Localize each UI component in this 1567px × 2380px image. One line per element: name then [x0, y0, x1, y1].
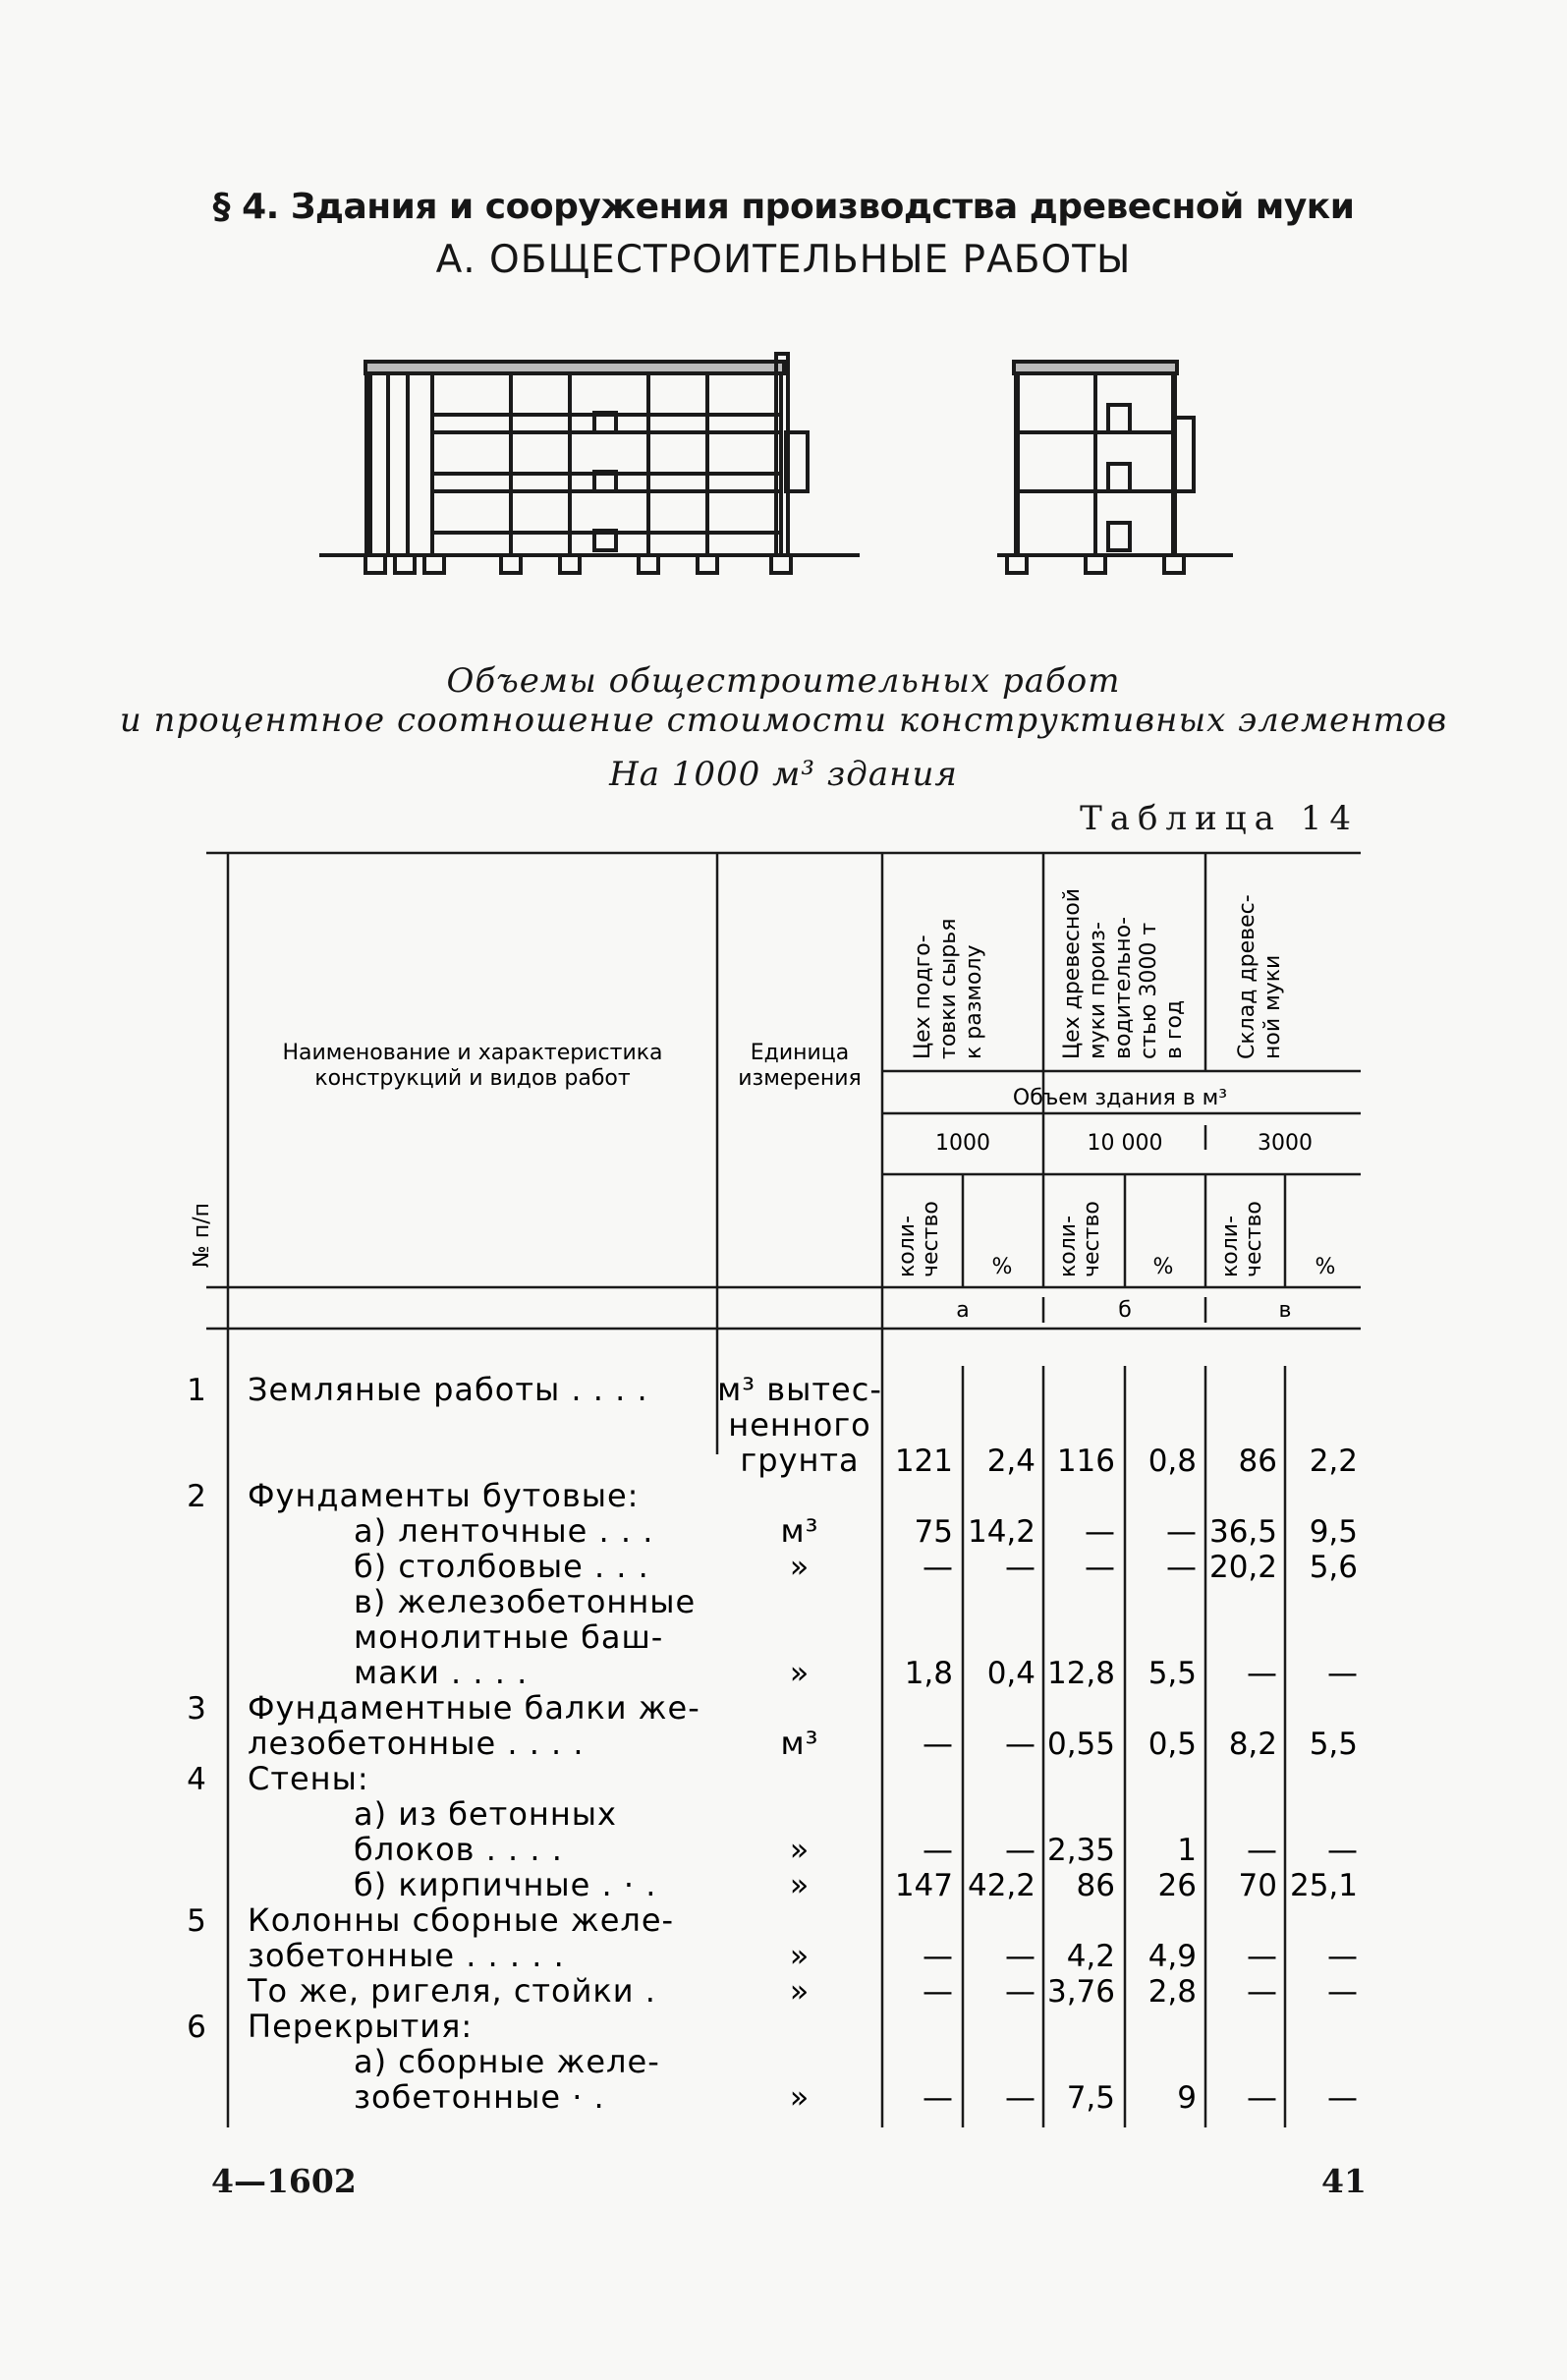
header-qty-1-1: чество: [1080, 1201, 1104, 1277]
page-number: 41: [1321, 2162, 1367, 2200]
row-value-0: —: [923, 2080, 953, 2116]
table-caption-line3: На 1000 м³ здания: [609, 755, 958, 794]
row-unit-line: »: [789, 1654, 811, 1691]
row-value-2: 3,76: [1046, 1974, 1115, 2010]
col-b-head-line-4: в год: [1162, 999, 1187, 1059]
header-unit-line1: Единица: [750, 1041, 850, 1065]
row-value-5: —: [1327, 1833, 1358, 1868]
header-col-b: [1060, 888, 1187, 1059]
row-value-0: 75: [914, 1514, 953, 1550]
row-unit-line: »: [789, 1831, 811, 1868]
row-name-line: маки . . . .: [354, 1654, 529, 1691]
row-value-0: 147: [894, 1868, 953, 1903]
row-value-3: 4,9: [1147, 1939, 1197, 1974]
row-unit-line: м³: [780, 1725, 819, 1762]
table-row: [187, 1901, 1358, 1974]
col-a-head-line-2: к размолу: [962, 944, 986, 1059]
row-value-1: —: [1005, 2080, 1035, 2116]
row-unit-line: »: [789, 1548, 811, 1585]
row-unit-line: »: [789, 1972, 811, 2010]
subsection-title: А. ОБЩЕСТРОИТЕЛЬНЫЕ РАБОТЫ: [435, 238, 1132, 282]
header-pct-2: %: [1315, 1255, 1336, 1279]
row-value-2: —: [1085, 1550, 1115, 1585]
row-value-1: 42,2: [967, 1868, 1035, 1903]
table-row: [187, 2008, 473, 2045]
row-unit-line: ненного: [728, 1406, 871, 1444]
row-value-4: 70: [1238, 1868, 1277, 1903]
row-unit-line: »: [789, 2078, 811, 2116]
row-value-4: —: [1247, 1974, 1277, 2010]
header-volume: Объем здания в м³: [1012, 1086, 1228, 1110]
table-row: [247, 1972, 1358, 2010]
row-value-2: 2,35: [1046, 1833, 1115, 1868]
row-value-5: —: [1327, 2080, 1358, 2116]
row-value-3: 0,5: [1147, 1727, 1197, 1762]
row-number: 4: [187, 1762, 206, 1797]
section-title: § 4. Здания и сооружения производства древесной муки: [212, 187, 1355, 227]
table-row: [354, 1795, 1358, 1868]
row-value-1: —: [1005, 1939, 1035, 1974]
row-value-5: 2,2: [1309, 1444, 1358, 1479]
row-value-3: 26: [1157, 1868, 1197, 1903]
row-number: 3: [187, 1691, 206, 1727]
row-value-5: 5,6: [1309, 1550, 1358, 1585]
col-c-head-line-0: Склад древес-: [1235, 894, 1259, 1059]
col-a-head-line-1: товки сырья: [936, 918, 961, 1059]
row-value-0: —: [923, 1550, 953, 1585]
footer-signature: 4—1602: [211, 2162, 357, 2200]
row-unit-line: »: [789, 1866, 811, 1903]
row-name-line: а) из бетонных: [354, 1795, 617, 1833]
row-value-5: 5,5: [1309, 1727, 1358, 1762]
row-value-3: —: [1166, 1550, 1197, 1585]
row-name-line: а) сборные желе-: [354, 2043, 660, 2080]
row-name-line: Земляные работы . . . .: [248, 1371, 648, 1408]
row-name-line: а) ленточные . . .: [354, 1512, 654, 1550]
row-value-2: 86: [1076, 1868, 1115, 1903]
row-value-1: —: [1005, 1550, 1035, 1585]
header-letter-b: б: [1118, 1298, 1132, 1323]
row-value-4: 86: [1238, 1444, 1277, 1479]
row-unit-line: м³ вытес-: [717, 1371, 882, 1408]
row-value-0: 121: [894, 1444, 953, 1479]
row-value-2: 116: [1056, 1444, 1115, 1479]
row-value-5: —: [1327, 1939, 1358, 1974]
header-pct-1: %: [1152, 1255, 1174, 1279]
row-value-0: 1,8: [904, 1656, 953, 1691]
table-caption-line1: Объемы общестроительных работ: [446, 661, 1121, 701]
row-value-0: —: [923, 1727, 953, 1762]
row-value-4: —: [1247, 2080, 1277, 2116]
table-row: [354, 1583, 1358, 1691]
col-b-head-line-2: водительно-: [1111, 916, 1136, 1059]
row-value-2: —: [1085, 1514, 1115, 1550]
row-name-line: То же, ригеля, стойки .: [248, 1972, 656, 2010]
table-number-label: Таблица 14: [1080, 799, 1359, 838]
header-qty-cells: [895, 1201, 1335, 1279]
row-value-1: —: [1005, 1833, 1035, 1868]
row-name-line: Перекрытия:: [248, 2008, 474, 2045]
row-value-2: 12,8: [1046, 1656, 1115, 1691]
row-name-line: зобетонные · .: [354, 2078, 605, 2116]
header-pct-0: %: [991, 1255, 1013, 1279]
header-letter-a: а: [956, 1298, 970, 1323]
row-value-1: 2,4: [986, 1444, 1035, 1479]
row-value-4: 20,2: [1208, 1550, 1277, 1585]
row-number: 6: [187, 2010, 206, 2045]
row-value-3: 5,5: [1147, 1656, 1197, 1691]
header-no: № п/п: [190, 1202, 214, 1268]
row-name-line: лезобетонные . . . .: [248, 1725, 585, 1762]
table-body: [187, 1371, 1358, 2116]
header-vol-c: 3000: [1258, 1131, 1313, 1156]
row-name-line: Фундаментные балки же-: [248, 1689, 700, 1727]
row-name-line: Стены:: [248, 1760, 369, 1797]
col-a-head-line-0: Цех подго-: [911, 935, 935, 1059]
row-value-3: 1: [1177, 1833, 1197, 1868]
row-value-1: 14,2: [967, 1514, 1035, 1550]
row-name-line: б) кирпичные . · .: [354, 1866, 657, 1903]
header-qty-1-0: коли-: [1056, 1215, 1081, 1277]
col-b-head-line-0: Цех древесной: [1060, 887, 1085, 1059]
table-caption-line2: и процентное соотношение стоимости конструктивных элементов: [119, 701, 1448, 740]
row-value-0: —: [923, 1939, 953, 1974]
row-name-line: б) столбовые . . .: [354, 1548, 649, 1585]
header-vol-a: 1000: [935, 1131, 990, 1156]
row-value-0: —: [923, 1833, 953, 1868]
header-name-line1: Наименование и характеристика: [282, 1041, 663, 1065]
row-value-1: —: [1005, 1974, 1035, 2010]
col-b-head-line-1: муки произ-: [1086, 922, 1110, 1059]
row-number: 2: [187, 1479, 206, 1514]
row-value-1: 0,4: [986, 1656, 1035, 1691]
row-name-line: блоков . . . .: [354, 1831, 563, 1868]
row-value-2: 7,5: [1066, 2080, 1115, 2116]
row-value-4: —: [1247, 1656, 1277, 1691]
col-b-head-line-3: стью 3000 т: [1137, 922, 1161, 1059]
header-qty-0-1: чество: [919, 1201, 943, 1277]
table-row: [187, 1477, 639, 1514]
row-value-1: —: [1005, 1727, 1035, 1762]
header-qty-2-1: чество: [1242, 1201, 1266, 1277]
header-name-line2: конструкций и видов работ: [314, 1066, 631, 1091]
header-col-a: [911, 919, 986, 1059]
header-qty-0-0: коли-: [895, 1215, 920, 1277]
row-number: 1: [187, 1373, 206, 1408]
row-value-3: 9: [1177, 2080, 1197, 2116]
row-name-line: Колонны сборные желе-: [248, 1901, 675, 1939]
table-row: [187, 1760, 369, 1797]
row-value-2: 0,55: [1046, 1727, 1115, 1762]
table-row: [354, 1548, 1358, 1585]
row-value-0: —: [923, 1974, 953, 2010]
table-row: [187, 1371, 1358, 1479]
row-value-4: —: [1247, 1939, 1277, 1974]
row-value-2: 4,2: [1066, 1939, 1115, 1974]
header-vol-b: 10 000: [1087, 1131, 1163, 1156]
col-c-head-line-1: ной муки: [1260, 954, 1285, 1059]
row-value-5: 9,5: [1309, 1514, 1358, 1550]
row-value-4: —: [1247, 1833, 1277, 1868]
row-number: 5: [187, 1903, 206, 1939]
row-unit-line: »: [789, 1937, 811, 1974]
row-name-line: зобетонные . . . . .: [248, 1937, 565, 1974]
row-name-line: Фундаменты бутовые:: [248, 1477, 640, 1514]
table-row: [187, 1689, 1358, 1762]
row-value-5: —: [1327, 1656, 1358, 1691]
row-name-line: монолитные баш-: [354, 1618, 664, 1656]
header-qty-2-0: коли-: [1218, 1215, 1243, 1277]
row-value-3: —: [1166, 1514, 1197, 1550]
row-value-3: 2,8: [1147, 1974, 1197, 2010]
table-row: [354, 1866, 1358, 1903]
table-row: [354, 1512, 1358, 1550]
row-name-line: в) железобетонные: [354, 1583, 697, 1620]
header-letter-c: в: [1278, 1298, 1292, 1323]
row-unit-line: м³: [780, 1512, 819, 1550]
row-value-4: 8,2: [1228, 1727, 1277, 1762]
header-unit-line2: измерения: [738, 1066, 862, 1091]
row-unit-line: грунта: [740, 1442, 860, 1479]
row-value-5: —: [1327, 1974, 1358, 2010]
row-value-5: 25,1: [1289, 1868, 1358, 1903]
header-col-c: [1235, 894, 1285, 1059]
row-value-3: 0,8: [1147, 1444, 1197, 1479]
row-value-4: 36,5: [1208, 1514, 1277, 1550]
table-row: [354, 2043, 1358, 2116]
